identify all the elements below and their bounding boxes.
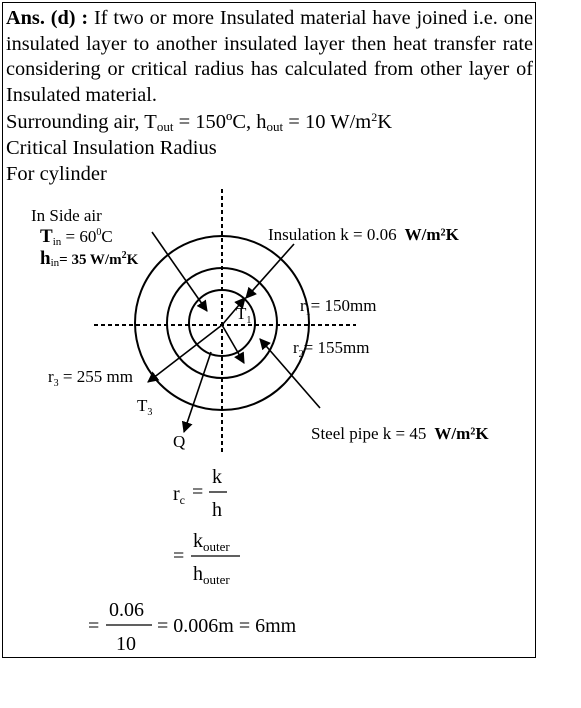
insulation-arrow xyxy=(246,244,294,298)
answer-label: Ans. (d) : xyxy=(6,7,89,29)
equation-ratio xyxy=(173,530,240,587)
hin-label: hin= 35 $W/m^2K$ xyxy=(40,248,139,269)
answer-text: If two or more Insulated material have joined i.e. one insulated layer to another insulated layer then heat transfer rate considering or critical radius has calculated from other layer of Insulated material. xyxy=(6,7,533,106)
r2-label: $r_2= 155mm$ xyxy=(293,338,370,360)
r3-label: $r_3 = 255$ mm xyxy=(48,367,133,389)
equation-result xyxy=(88,599,297,655)
tin-label: Tin = $60^0C$ xyxy=(40,226,113,248)
t1-label: $T_1$ xyxy=(236,304,252,326)
q-label: Q xyxy=(173,432,186,451)
svg-text:rc: $r_c$ xyxy=(173,483,185,507)
svg-text:10: 10 xyxy=(116,633,136,655)
r2-arrow xyxy=(222,325,244,363)
svg-text:h: h xyxy=(212,499,222,521)
q-arrow xyxy=(184,352,211,432)
svg-text:=: = xyxy=(88,615,100,637)
svg-text:= 0.006m = 6mm: = 0.006m = 6mm xyxy=(157,615,297,637)
surrounding-air-line: Surrounding air, $T_{out}$ = 150ºC, $h_{out} = 10$ $W/m^2K$ xyxy=(6,110,393,134)
svg-text:0.06: 0.06 xyxy=(109,599,144,621)
svg-text:=: = xyxy=(173,545,185,567)
cylinder-heading: For cylinder xyxy=(6,163,107,185)
equation-rc xyxy=(173,466,227,521)
steel-pipe-label: Steel pipe k = 45 W/m²K xyxy=(311,424,489,443)
svg-text:k: k xyxy=(212,466,222,488)
svg-text:houter: $h_{outer}$ xyxy=(193,563,230,587)
critical-radius-heading: Critical Insulation Radius xyxy=(6,137,217,159)
insulation-label: Insulation k = 0.06 W/m²K xyxy=(268,225,459,244)
inside-air-label: In Side air xyxy=(31,206,102,225)
svg-text:=: = xyxy=(192,481,204,503)
r1-label: $r_1= 150mm$ xyxy=(300,296,377,318)
inside-air-arrow xyxy=(152,232,207,311)
svg-text:kouter: $k_{outer}$ xyxy=(193,530,230,554)
t3-label: $T_3$ xyxy=(137,396,153,418)
